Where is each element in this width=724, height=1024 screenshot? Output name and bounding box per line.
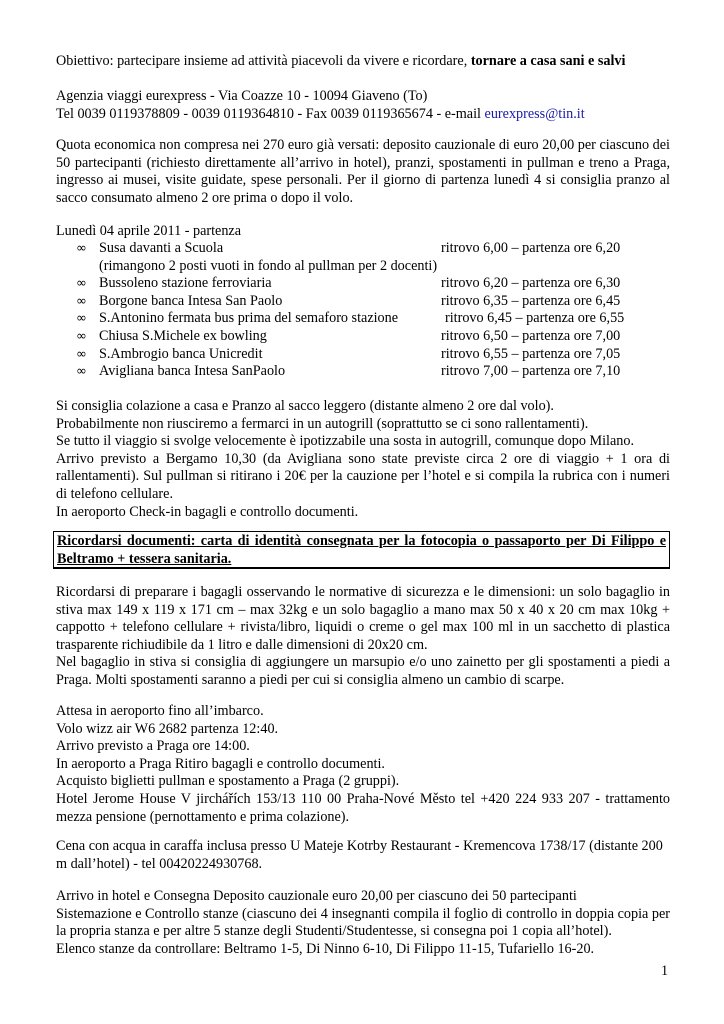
- list-item: [56, 328, 676, 346]
- flight-line: Attesa in aeroporto fino all’imbarco.: [56, 703, 264, 719]
- flight-line: In aeroporto a Praga Ritiro bagagli e controllo documenti.: [56, 755, 385, 772]
- stop-time: ritrovo 6,20 – partenza ore 6,30: [441, 275, 621, 292]
- dinner-paragraph: Cena con acqua in caraffa inclusa presso U Mateje Kotrby Restaurant - Kremencova 1738/17 (distante 200 m dall’hotel) - tel 00420224930768.: [56, 838, 663, 872]
- baggage-advice-paragraph: Nel bagaglio in stiva si consiglia di aggiungere un marsupio e/o uno zainetto per gli spostamenti a piedi a Praga. Molti spostamenti saranno a piedi per cui si consiglia almeno un cambio di scarpe.: [56, 654, 670, 688]
- quota-paragraph: Quota economica non compresa nei 270 euro già versati: deposito cauzionale di euro 20,00 per ciascuno dei 50 partecipanti (richiesto direttamente all’arrivo in hotel), pranzi, spostamenti in pullman e treno a Praga, ingresso ai musei, visite guidate, spese personali. Per il giorno di partenza lunedì 4 si consiglia pranzo al sacco consumato almeno 2 ore prima o dopo il volo.: [56, 137, 670, 206]
- objective-paragraph: [56, 53, 670, 71]
- arrival-line: Arrivo in hotel e Consegna Deposito cauzionale euro 20,00 per ciascuno dei 50 partecipanti: [56, 888, 577, 904]
- hotel-arrival-section: [56, 888, 670, 958]
- stop-time: ritrovo 6,00 – partenza ore 6,20: [441, 240, 621, 256]
- flight-line: Arrivo previsto a Praga ore 14:00.: [56, 738, 250, 755]
- flight-line: Volo wizz air W6 2682 partenza 12:40.: [56, 720, 279, 737]
- infinity-bullet-icon: ∞: [76, 241, 87, 256]
- list-item: [56, 275, 676, 293]
- advice-line: Si consiglia colazione a casa e Pranzo al sacco leggero (distante almeno 2 ore dal volo).: [56, 398, 554, 414]
- stop-place: Chiusa S.Michele ex bowling: [99, 327, 267, 344]
- advice-line: Se tutto il viaggio si svolge velocemente è ipotizzabile una sosta in autogrill, comunque dopo Milano.: [56, 433, 635, 450]
- departure-heading: Lunedì 04 aprile 2011 - partenza: [56, 223, 242, 239]
- stop-time: ritrovo 6,45 – partenza ore 6,55: [445, 310, 625, 327]
- advice-line: In aeroporto Check-in bagagli e controllo documenti.: [56, 503, 359, 520]
- agency-contact: [56, 88, 670, 123]
- baggage-rules-paragraph: Ricordarsi di preparare i bagagli osservando le normative di sicurezza e le dimensioni: un solo bagaglio in stiva max 149 x 119 x 171 cm – max 32kg e un solo bagaglio a mano max 50 x 40 x 20 cm max 10kg + cappotto + telefono cellulare + rivista/libro, liquidi o creme o gel max 100 ml in un sacchetto di plastica trasparente richiudibile da 1 litro e dalle dimensioni di 20x20 cm.: [56, 584, 670, 653]
- page-number: 1: [661, 963, 669, 979]
- infinity-bullet-icon: ∞: [76, 328, 87, 344]
- hotel-paragraph: Hotel Jerome House V jirchářích 153/13 110 00 Praha-Nové Město tel +420 224 933 207 - trattamento mezza pensione (pernottamento e prima colazione).: [56, 790, 670, 825]
- infinity-bullet-icon: ∞: [76, 364, 87, 380]
- stop-place: Borgone banca Intesa San Paolo: [99, 292, 283, 309]
- infinity-bullet-icon: ∞: [76, 311, 87, 327]
- list-item: [56, 310, 676, 328]
- documents-reminder-box: [53, 531, 670, 569]
- stop-time: ritrovo 6,35 – partenza ore 6,45: [441, 292, 621, 309]
- objective-emphasis: tornare a casa sani e salvi: [470, 53, 626, 69]
- departure-stops-list: [56, 240, 676, 381]
- room-check-paragraph: Sistemazione e Controllo stanze (ciascuno dei 4 insegnanti compila il foglio di controllo in doppia copia per la propria stanza e per altre 5 stanze degli Studenti/Studentesse, si consegna poi 1 copia all’hotel).: [56, 905, 670, 940]
- infinity-bullet-icon: ∞: [76, 293, 87, 309]
- stop-time: ritrovo 6,55 – partenza ore 7,05: [441, 345, 621, 362]
- stop-place: S.Ambrogio banca Unicredit: [99, 345, 263, 362]
- travel-advice: [56, 398, 670, 521]
- arrival-line: Elenco stanze da controllare: Beltramo 1-5, Di Ninno 6-10, Di Filippo 11-15, Tufariello 16-20.: [56, 940, 595, 957]
- agency-email-link[interactable]: eurexpress@tin.it: [484, 105, 585, 122]
- stop-time: ritrovo 6,50 – partenza ore 7,00: [441, 327, 621, 344]
- bergamo-arrival-paragraph: Arrivo previsto a Bergamo 10,30 (da Avigliana sono state previste circa 2 ore di viaggio + 1 ora di rallentamenti). Sul pullman si ritirano i 20€ per la cauzione per l’hotel e si compila la rubrica con i numeri di telefono cellulare.: [56, 450, 670, 502]
- list-item: [56, 346, 676, 364]
- list-item-note: [56, 258, 676, 276]
- objective-text: Obiettivo: partecipare insieme ad attività piacevoli da vivere e ricordare,: [56, 53, 471, 69]
- baggage-section: [56, 584, 670, 690]
- infinity-bullet-icon: ∞: [76, 276, 87, 292]
- agency-address: Agenzia viaggi eurexpress - Via Coazze 10 - 10094 Giaveno (To): [56, 88, 428, 104]
- stop-place: S.Antonino fermata bus prima del semaforo stazione: [99, 310, 399, 327]
- stop-place: Susa davanti a Scuola: [99, 240, 224, 256]
- stop-place: Avigliana banca Intesa SanPaolo: [99, 363, 286, 380]
- list-item: [56, 363, 676, 381]
- agency-phones: [56, 106, 670, 124]
- stop-time: ritrovo 7,00 – partenza ore 7,10: [441, 363, 621, 380]
- list-item: [56, 293, 676, 311]
- seats-note: (rimangono 2 posti vuoti in fondo al pullman per 2 docenti): [99, 257, 438, 274]
- agency-phone-text: Tel 0039 0119378809 - 0039 0119364810 - Fax 0039 0119365674 - e-mail: [56, 105, 485, 122]
- stop-place: Bussoleno stazione ferroviaria: [99, 275, 272, 292]
- infinity-bullet-icon: ∞: [76, 346, 87, 362]
- list-item: [56, 240, 676, 258]
- advice-line: Probabilmente non riusciremo a fermarci in un autogrill (soprattutto se ci sono rallentamenti).: [56, 415, 589, 432]
- flight-line: Acquisto biglietti pullman e spostamento a Praga (2 gruppi).: [56, 773, 400, 790]
- flight-section: [56, 703, 670, 826]
- documents-reminder-text: Ricordarsi documenti: carta di identità consegnata per la fotocopia o passaporto per Di Filippo e Beltramo + tessera sanitaria.: [57, 533, 666, 567]
